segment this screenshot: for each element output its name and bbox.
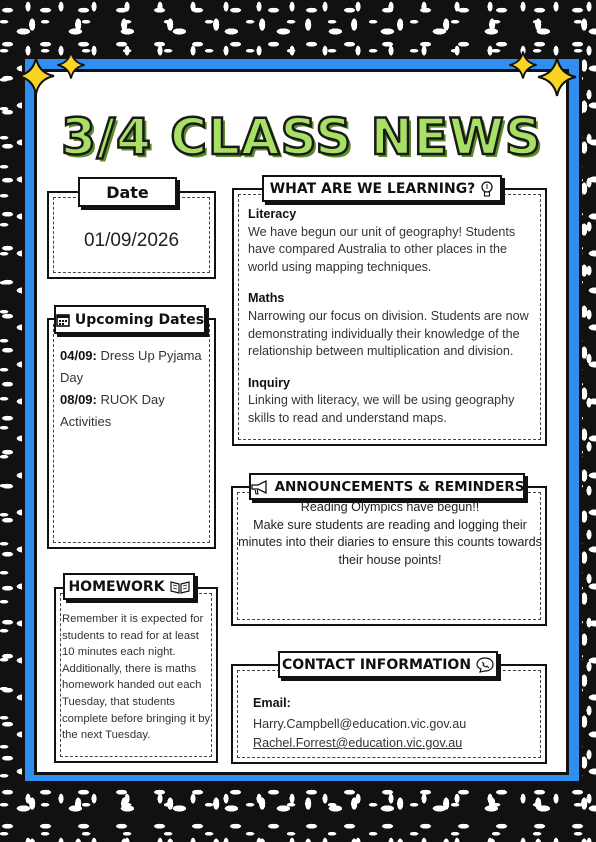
learning-section-text: Linking with literacy, we will be using geography skills to read and understand maps. bbox=[248, 393, 515, 425]
learning-section-title: Literacy bbox=[248, 207, 297, 221]
announcement-line: Make sure students are reading and logging their minutes into their diaries to ensure this counts towards their house points! bbox=[238, 517, 542, 567]
megaphone-icon bbox=[250, 479, 270, 495]
date-value: 01/09/2026 bbox=[83, 230, 180, 251]
learning-section-text: Narrowing our focus on division. Students are now demonstrating individually their knowledge of the relationship between multiplication and division. bbox=[248, 308, 529, 359]
email-link-1[interactable]: Harry.Campbell@education.vic.gov.au bbox=[253, 717, 467, 731]
homework-heading-text: HOMEWORK bbox=[68, 578, 165, 595]
upcoming-dates-list bbox=[60, 345, 210, 433]
announcements-content bbox=[238, 499, 542, 569]
email-link-2[interactable]: Rachel.Forrest@education.vic.gov.au bbox=[253, 736, 463, 750]
chat-phone-icon bbox=[476, 657, 494, 673]
sparkle-star-icon bbox=[16, 56, 56, 96]
learning-heading-text: WHAT ARE WE LEARNING? bbox=[269, 180, 476, 197]
announcements-heading bbox=[249, 473, 525, 500]
upcoming-dates-heading bbox=[54, 305, 206, 334]
sparkle-star-icon bbox=[56, 50, 86, 80]
email-label: Email: bbox=[253, 696, 291, 710]
calendar-icon bbox=[56, 313, 70, 327]
sparkle-star-icon bbox=[536, 56, 578, 98]
event-date: 08/09: bbox=[60, 392, 97, 407]
list-item bbox=[60, 345, 210, 389]
event-text: RUOK Day Activities bbox=[60, 392, 165, 429]
date-heading: Date bbox=[78, 177, 177, 207]
homework-text: Remember it is expected for students to read for at least 10 minutes each night. Additionally, there is maths homework handed out each Tuesday, that students complete before bringing it by the next Tuesday. bbox=[62, 613, 211, 742]
event-date: 04/09: bbox=[60, 348, 97, 363]
homework-heading bbox=[63, 573, 195, 600]
learning-content bbox=[248, 206, 538, 437]
contact-heading-text: CONTACT INFORMATION bbox=[281, 656, 472, 673]
contact-content bbox=[253, 694, 533, 753]
announcement-line: Reading Olympics have begun!! bbox=[300, 500, 480, 514]
learning-section-text: We have begun our unit of geography! Students have compared Australia to other places in the world using mapping techniques. bbox=[248, 224, 516, 274]
learning-heading bbox=[262, 175, 502, 202]
sparkle-star-icon bbox=[508, 50, 538, 80]
event-text: Dress Up Pyjama Day bbox=[60, 348, 202, 385]
list-item bbox=[60, 389, 210, 433]
contact-heading bbox=[278, 651, 498, 678]
notebook-icon bbox=[170, 580, 190, 594]
lightbulb-icon bbox=[480, 180, 494, 198]
announcements-heading-text: ANNOUNCEMENTS & REMINDERS bbox=[274, 478, 525, 495]
page-title: 3/4 CLASS NEWS bbox=[61, 108, 542, 166]
upcoming-dates-heading-text: Upcoming Dates bbox=[74, 311, 205, 328]
learning-section-title: Inquiry bbox=[248, 375, 290, 390]
learning-section-title: Maths bbox=[248, 291, 285, 306]
